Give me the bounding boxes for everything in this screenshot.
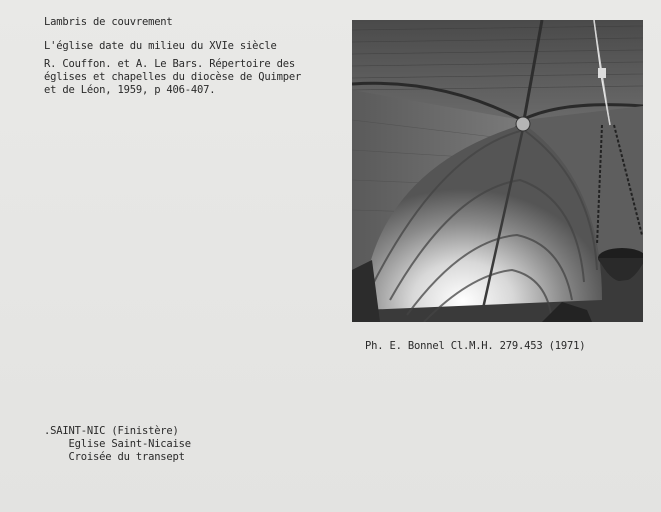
photograph-vaulted-ceiling (352, 20, 643, 322)
photo-credit: Ph. E. Bonnel Cl.M.H. 279.453 (1971) (365, 340, 586, 352)
location-line: Eglise Saint-Nicaise (44, 438, 191, 450)
reference-line: R. Couffon. et A. Le Bars. Répertoire des (44, 58, 295, 70)
location-line: Croisée du transept (44, 451, 185, 463)
reference-line: églises et chapelles du diocèse de Quimper (44, 71, 302, 83)
location-line: .SAINT-NIC (Finistère) (44, 425, 179, 437)
bibliographic-reference (44, 58, 301, 97)
reference-line: et de Léon, 1959, p 406-407. (44, 84, 216, 96)
date-line: L'église date du milieu du XVIe siècle (44, 40, 277, 52)
vault-photo-illustration (352, 20, 643, 322)
location-block (44, 425, 191, 464)
card-title: Lambris de couvrement (44, 16, 173, 28)
